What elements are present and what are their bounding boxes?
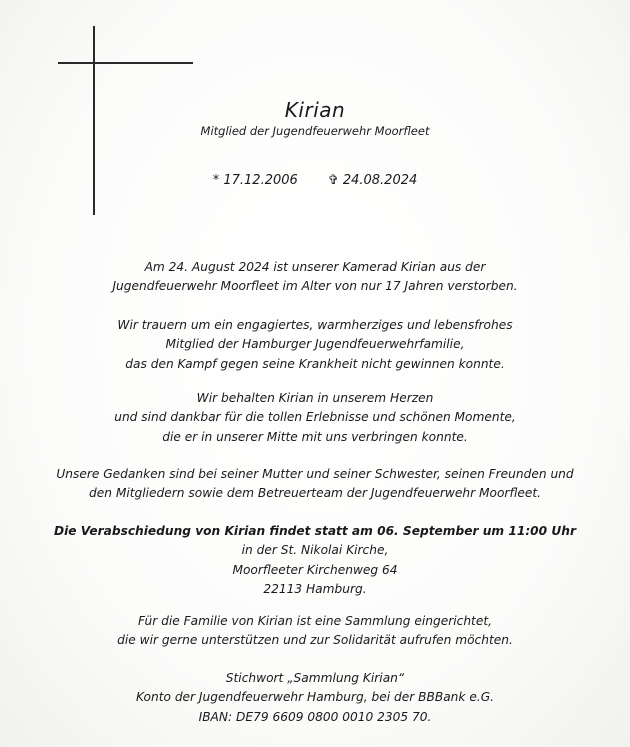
- text-line: Wir behalten Kirian in unserem Herzen: [196, 391, 434, 405]
- service-headline: Die Verabschiedung von Kirian findet statt am 06. September um 11:00 Uhr: [54, 524, 576, 538]
- service-details: [0, 522, 630, 599]
- text-line: Wir trauern um ein engagiertes, warmherziges und lebensfrohes: [117, 318, 513, 332]
- collection-note: [0, 612, 630, 651]
- birth-date: * 17.12.2006: [212, 173, 298, 188]
- cross-icon-horizontal: [58, 62, 193, 64]
- text-line: das den Kampf gegen seine Krankheit nicht gewinnen konnte.: [125, 356, 505, 371]
- text-line: Mitglied der Hamburger Jugendfeuerwehrfamilie,: [165, 337, 465, 352]
- bank-keyword: Stichwort „Sammlung Kirian“: [225, 671, 405, 685]
- death-date: ✞ 24.08.2024: [327, 173, 418, 188]
- text-line: die er in unserer Mitte mit uns verbringen konnte.: [162, 429, 468, 444]
- paragraph-memory: [0, 389, 630, 447]
- bank-details: [0, 669, 630, 727]
- service-street: Moorfleeter Kirchenweg 64: [232, 562, 398, 577]
- membership-subtitle: Mitglied der Jugendfeuerwehr Moorfleet: [200, 124, 430, 138]
- text-line: Unsere Gedanken sind bei seiner Mutter und seiner Schwester, seinen Freunden und: [56, 467, 574, 481]
- service-location: in der St. Nikolai Kirche,: [241, 543, 389, 558]
- life-dates: [0, 173, 630, 188]
- deceased-name: Kirian: [284, 98, 346, 122]
- service-city: 22113 Hamburg.: [263, 581, 367, 596]
- bank-account: Konto der Jugendfeuerwehr Hamburg, bei der BBBank e.G.: [135, 690, 495, 705]
- text-line: die wir gerne unterstützen und zur Solidarität aufrufen möchten.: [117, 633, 513, 648]
- text-line: den Mitgliedern sowie dem Betreuerteam der Jugendfeuerwehr Moorfleet.: [89, 486, 541, 501]
- bank-iban: IBAN: DE79 6609 0800 0010 2305 70.: [198, 709, 432, 724]
- text-line: Jugendfeuerwehr Moorfleet im Alter von nur 17 Jahren verstorben.: [112, 279, 518, 294]
- text-line: und sind dankbar für die tollen Erlebnisse und schönen Momente,: [114, 410, 516, 425]
- paragraph-mourning: [0, 316, 630, 374]
- text-line: Für die Familie von Kirian ist eine Sammlung eingerichtet,: [138, 614, 492, 628]
- paragraph-announcement: [0, 258, 630, 297]
- paragraph-condolences: [0, 465, 630, 504]
- text-line: Am 24. August 2024 ist unserer Kamerad Kirian aus der: [144, 260, 486, 274]
